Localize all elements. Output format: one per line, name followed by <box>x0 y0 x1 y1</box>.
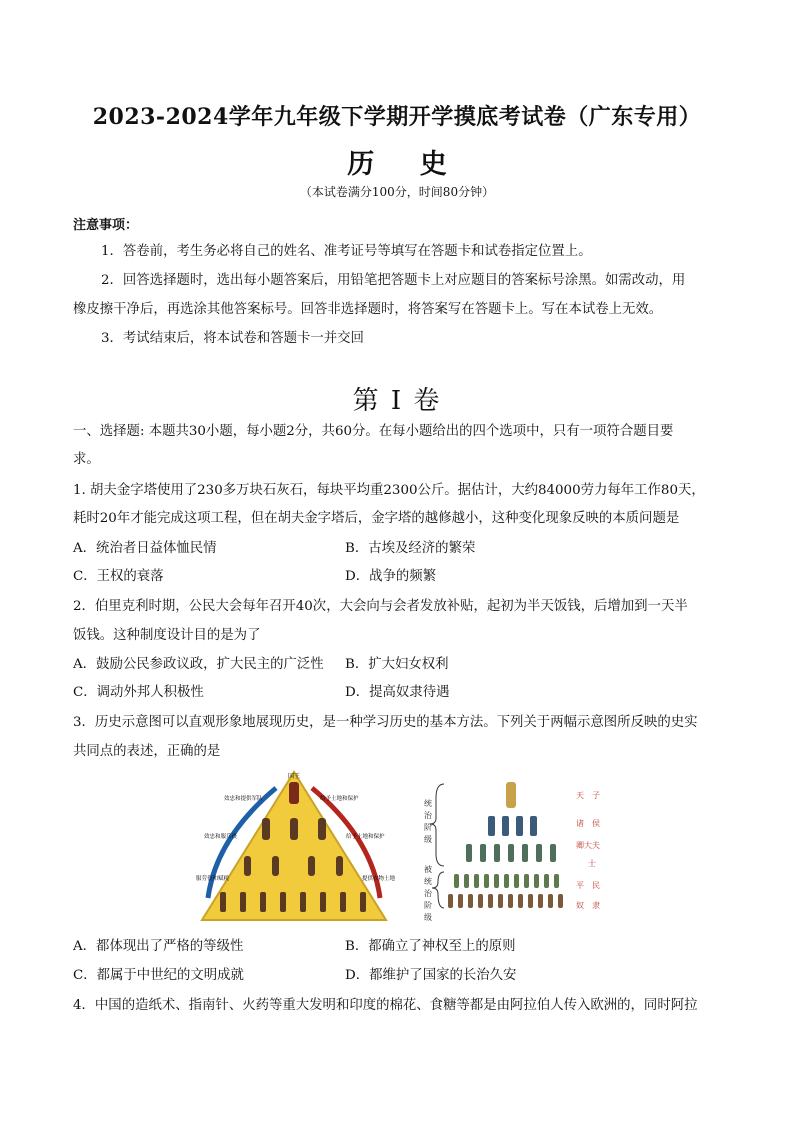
lord-figure <box>318 818 326 840</box>
commoner-figure <box>478 894 483 908</box>
peasant-figure <box>280 892 286 912</box>
rank-label: 卿大夫 <box>576 841 600 850</box>
pyramid-left-label-1: 效忠和提供军队 <box>224 796 263 802</box>
q2-option-c: C．调动外邦人积极性 <box>73 685 204 700</box>
pyramid-left-label-3: 服劳役和赋税 <box>196 876 230 882</box>
peasant-figure <box>220 892 226 912</box>
dafu-figure <box>480 844 486 862</box>
bracket-char: 治 <box>424 889 432 898</box>
q2-option-a: A．鼓励公民参政议政，扩大民主的广泛性 <box>73 657 324 672</box>
pyramid-right-label-2: 给予土地和保护 <box>346 834 385 840</box>
commoner-figure <box>458 894 463 908</box>
q3-option-d: D．都维护了国家的长治久安 <box>345 968 517 983</box>
peasant-figure <box>240 892 246 912</box>
commoner-figure <box>448 894 453 908</box>
q1-stem-cont: 耗时20年才能完成这项工程，但在胡夫金字塔后，金字塔的越修越小，这种变化现象反映的本质问题是 <box>73 511 680 526</box>
q3-stem: 3．历史示意图可以直观形象地展现历史，是一种学习历史的基本方法。下列关于两幅示意图所反映的史实 <box>73 715 698 730</box>
q1-option-d: D．战争的频繁 <box>345 569 437 584</box>
lord-figure <box>262 818 270 840</box>
q3-figure <box>196 768 616 926</box>
commoner-figure <box>548 894 553 908</box>
bracket-char: 统 <box>424 877 432 886</box>
commoner-figure <box>538 894 543 908</box>
bracket-char: 级 <box>424 835 432 844</box>
exam-title: 2023-2024学年九年级下学期开学摸底考试卷（广东专用） <box>92 104 702 130</box>
q3-stem-cont: 共同点的表述，正确的是 <box>73 744 221 759</box>
q3-option-c: C．都属于中世纪的文明成就 <box>73 968 244 983</box>
rank-label: 平 民 <box>576 881 600 890</box>
commoner-figure <box>558 894 563 908</box>
notice-item-2-cont: 橡皮擦干净后，再选涂其他答案标号。回答非选择题时，将答案写在答题卡上。写在本试卷上无效。 <box>73 302 663 317</box>
king-figure <box>289 782 299 804</box>
rank-label: 奴 隶 <box>576 901 600 910</box>
bracket-char: 阶 <box>424 823 432 832</box>
zhuhou-figure <box>488 816 495 836</box>
commoner-figure <box>468 894 473 908</box>
section-title: 第 I 卷 <box>352 386 442 416</box>
exam-meta: （本试卷满分100分，时间80分钟） <box>299 185 495 199</box>
shi-figure <box>484 874 489 888</box>
q1-option-c: C．王权的衰落 <box>73 569 164 584</box>
commoner-figure <box>508 894 513 908</box>
shi-figure <box>494 874 499 888</box>
shi-figure <box>464 874 469 888</box>
notice-item-2: 2．回答选择题时，选出每小题答案后，用铅笔把答题卡上对应题目的答案标号涂黑。如需改动，用 <box>101 273 686 288</box>
q2-option-b: B．扩大妇女权利 <box>345 657 449 672</box>
shi-figure <box>474 874 479 888</box>
commoner-figure <box>488 894 493 908</box>
q4-stem: 4．中国的造纸术、指南针、火药等重大发明和印度的棉花、食糖等都是由阿拉伯人传入欧洲的，同时阿拉 <box>73 998 698 1013</box>
commoner-figure <box>498 894 503 908</box>
bracket-label-ruled: 被 <box>424 865 432 874</box>
zhuhou-figure <box>530 816 537 836</box>
zhou-hierarchy-diagram <box>424 782 600 922</box>
q1-option-a: A．统治者日益体恤民情 <box>73 541 217 556</box>
q1-stem: 1. 胡夫金字塔使用了230多万块石灰石，每块平均重2300公斤。据估计，大约84000劳力每年工作80天， <box>73 483 705 498</box>
vassal-figure <box>308 856 315 876</box>
shi-figure <box>554 874 559 888</box>
shi-figure <box>544 874 549 888</box>
dafu-figure <box>522 844 528 862</box>
shi-figure <box>454 874 459 888</box>
notice-item-1: 1．答卷前，考生务必将自己的姓名、准考证号等填写在答题卡和试卷指定位置上。 <box>101 244 592 259</box>
dafu-figure <box>494 844 500 862</box>
feudal-pyramid-diagram <box>196 772 396 920</box>
pyramid-left-label-2: 效忠和服兵役 <box>204 834 238 840</box>
q1-option-b: B．古埃及经济的繁荣 <box>345 541 476 556</box>
pyramid-top-label: 国王 <box>287 774 301 780</box>
rank-label: 天 子 <box>576 791 600 800</box>
q3-option-a: A．都体现出了严格的等级性 <box>73 939 244 954</box>
zhuhou-figure <box>502 816 509 836</box>
shi-figure <box>514 874 519 888</box>
section-instruction: 一、选择题: 本题共30小题，每小题2分，共60分。在每小题给出的四个选项中，只有一项符合题目要 <box>73 424 674 439</box>
bracket-ruling <box>430 784 444 866</box>
dafu-figure <box>550 844 556 862</box>
commoner-figure <box>518 894 523 908</box>
q2-option-d: D．提高奴隶待遇 <box>345 685 450 700</box>
vassal-figure <box>272 856 279 876</box>
bracket-char: 阶 <box>424 901 432 910</box>
peasant-figure <box>320 892 326 912</box>
vassal-figure <box>244 856 251 876</box>
dafu-figure <box>508 844 514 862</box>
notice-heading: 注意事项： <box>73 218 139 233</box>
q3-option-b: B．都确立了神权至上的原则 <box>345 939 516 954</box>
bracket-ruled <box>432 872 444 908</box>
bracket-label-ruling: 统 <box>424 799 432 808</box>
dafu-figure <box>536 844 542 862</box>
pyramid-right-label-3: 提供衣物土地 <box>362 876 396 882</box>
peasant-figure <box>340 892 346 912</box>
peasant-figure <box>300 892 306 912</box>
shi-figure <box>504 874 509 888</box>
pyramid-right-label-1: 给予土地和保护 <box>320 796 359 802</box>
section-instruction-cont: 求。 <box>73 452 100 467</box>
commoner-figure <box>528 894 533 908</box>
zhuhou-figure <box>516 816 523 836</box>
q3-figure-svg <box>196 768 616 926</box>
peasant-figure <box>360 892 366 912</box>
vassal-figure <box>336 856 343 876</box>
hierarchy-figures <box>448 782 563 908</box>
tianzi-figure <box>506 782 516 808</box>
lord-figure <box>290 818 298 840</box>
notice-item-3: 3．考试结束后，将本试卷和答题卡一并交回 <box>101 331 364 346</box>
subject-title: 历 史 <box>347 149 465 180</box>
peasant-figure <box>260 892 266 912</box>
bracket-char: 治 <box>424 811 432 820</box>
rank-label: 士 <box>588 859 596 868</box>
shi-figure <box>534 874 539 888</box>
q2-stem-cont: 饭钱。这种制度设计目的是为了 <box>73 628 261 643</box>
rank-label: 诸 侯 <box>576 819 600 828</box>
q2-stem: 2．伯里克利时期，公民大会每年召开40次，大会向与会者发放补贴，起初为半天饭钱，后增加到一天半 <box>73 599 688 614</box>
shi-figure <box>524 874 529 888</box>
dafu-figure <box>466 844 472 862</box>
bracket-char: 级 <box>424 913 432 922</box>
